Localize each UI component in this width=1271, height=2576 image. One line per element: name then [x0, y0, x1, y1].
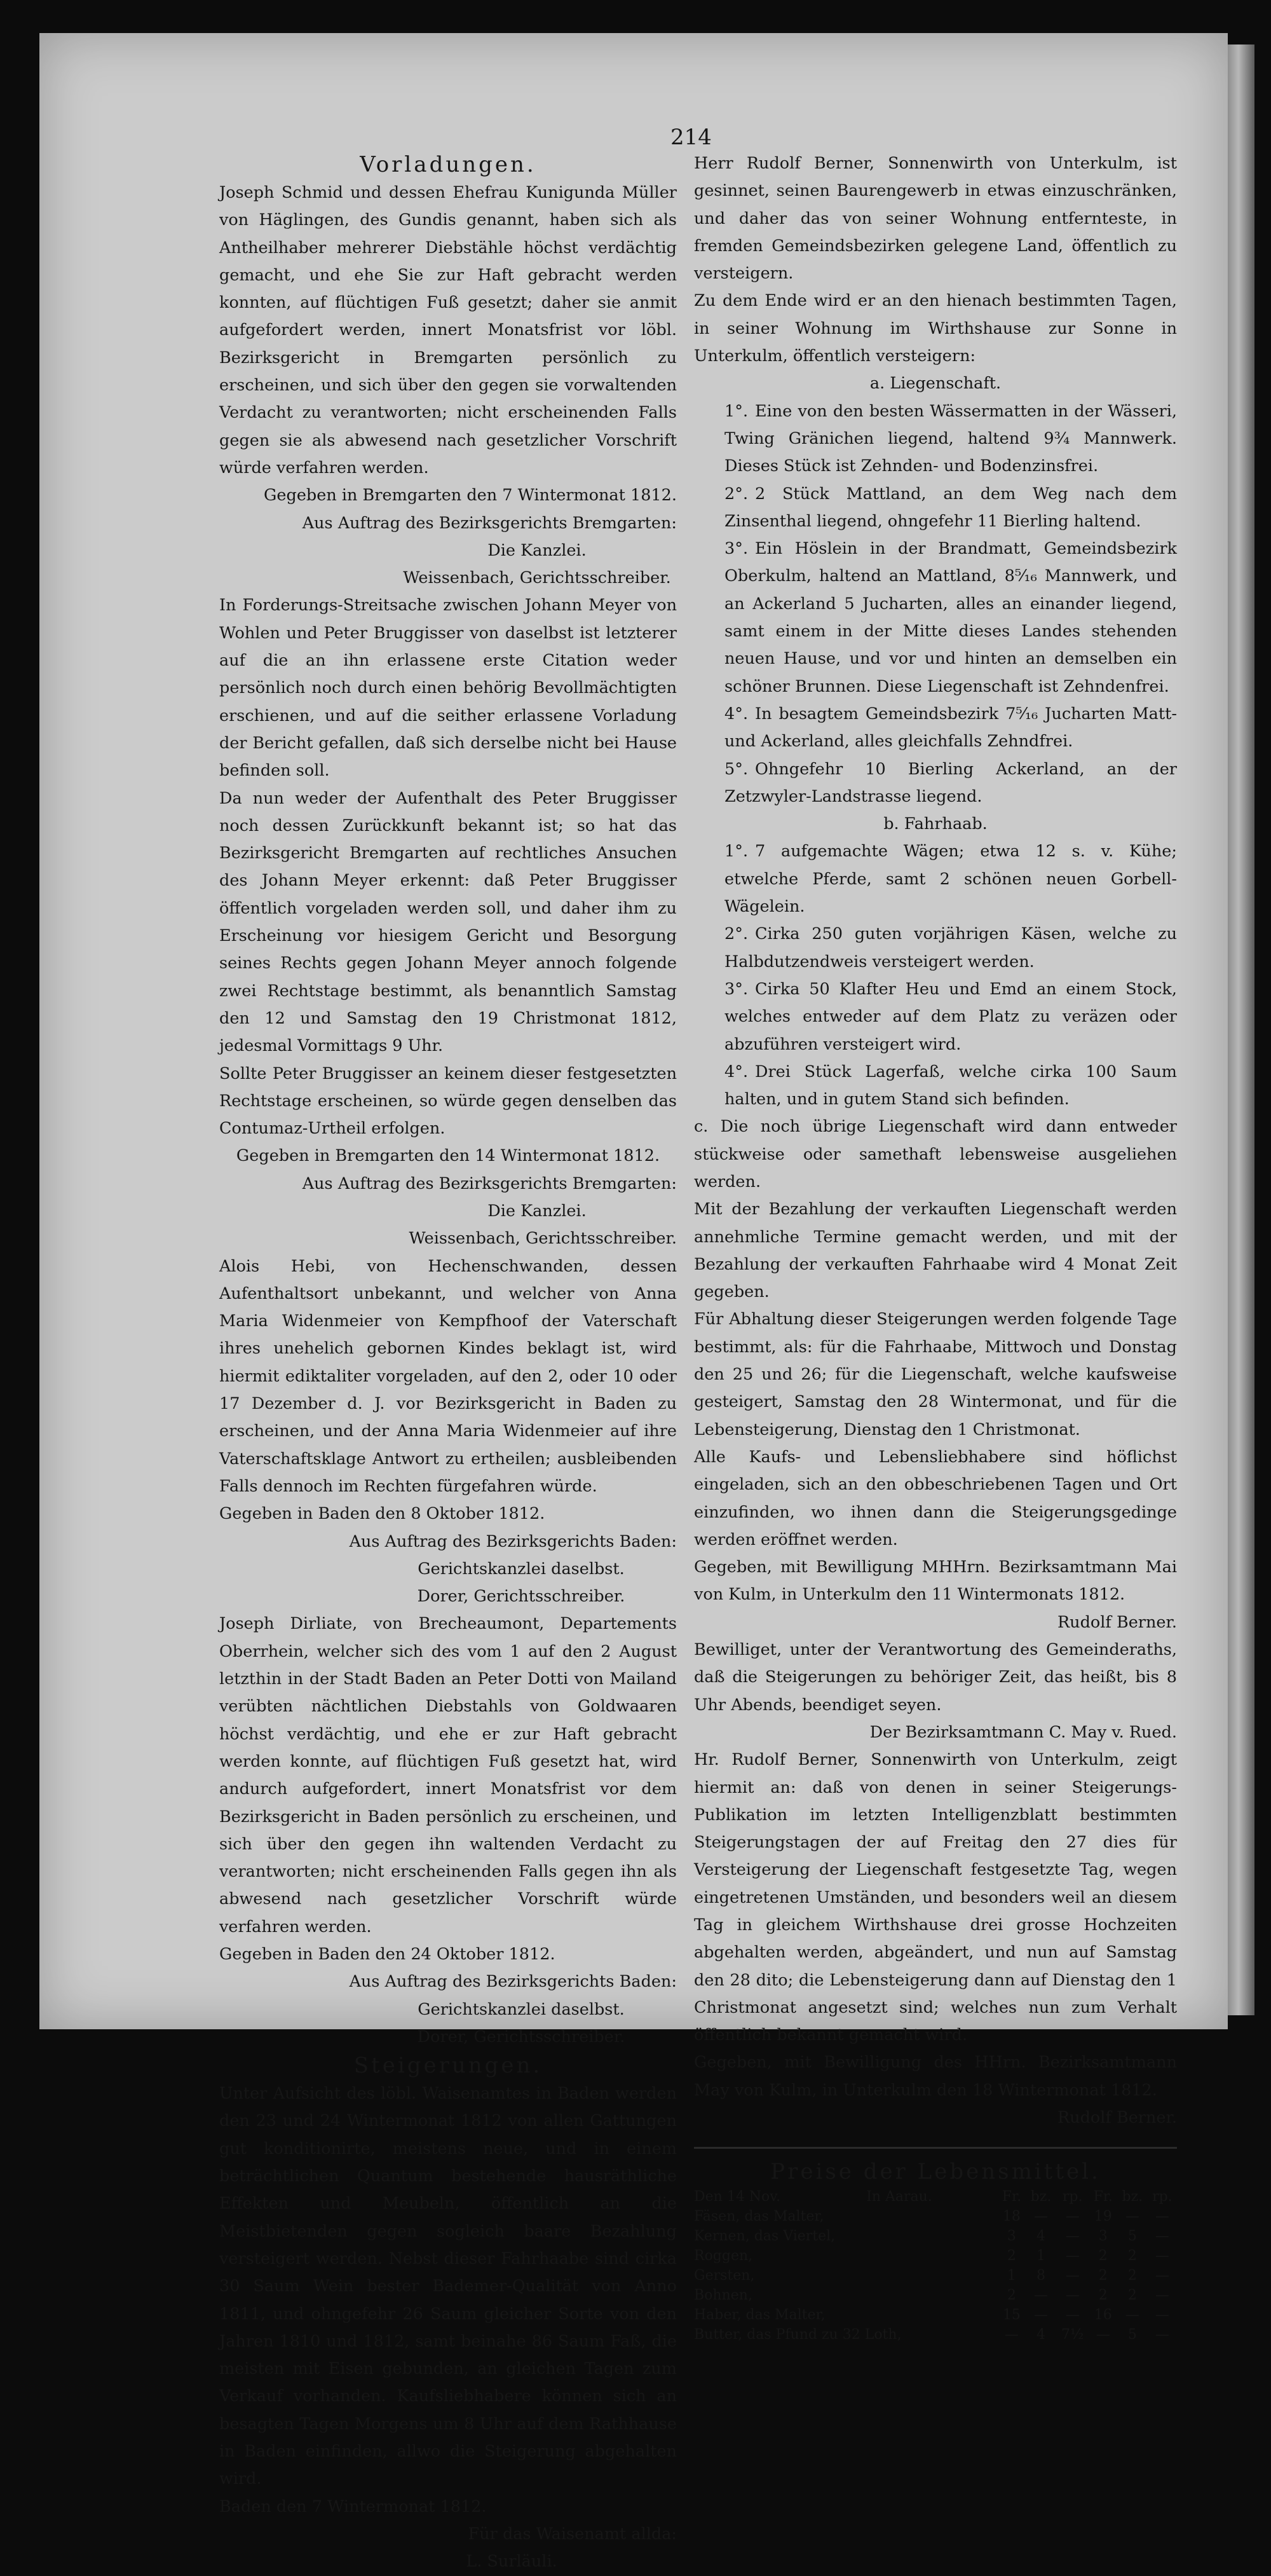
price-cell: — — [1033, 2307, 1048, 2324]
notice-date: Gegeben in Bremgarten den 7 Wintermonat 1812. — [264, 486, 677, 505]
table-row — [694, 2226, 1177, 2246]
price-cell: 16 — [1094, 2307, 1112, 2324]
notice-office: Die Kanzlei. — [487, 1201, 587, 1221]
price-cell: — — [1065, 2287, 1080, 2304]
page-number: 214 — [670, 125, 712, 150]
price-cell: 4 — [1036, 2228, 1045, 2245]
notice-authority: Aus Auftrag des Bezirksgerichts Baden: — [349, 1972, 677, 1992]
header-col: Fr. — [1093, 2189, 1113, 2205]
section-label-a: a. Liegenschaft. — [869, 374, 1002, 394]
price-cell: 3 — [1098, 2228, 1108, 2245]
price-cell: 2 — [1098, 2268, 1108, 2284]
list-item: 2°. Cirka 250 guten vorjährigen Käsen, welche zu Halbdutzendweis versteigert werden. — [724, 924, 1177, 971]
notice-schmid — [219, 179, 677, 592]
price-cell: 2 — [1127, 2248, 1137, 2264]
price-cell: — — [1155, 2228, 1169, 2245]
header-col: bz. — [1030, 2189, 1052, 2205]
price-cell: — — [1125, 2307, 1139, 2324]
approval-text: Bewilliget, unter der Verantwortung des Gemeinderaths, daß die Steigerungen zu behöriger Zeit, das heißt, bis 8 Uhr Abends, beendiget seyen. — [694, 1640, 1177, 1715]
right-column — [694, 150, 1177, 2345]
price-cell: — — [1155, 2268, 1169, 2284]
price-cell: 2 — [1127, 2268, 1137, 2284]
section-heading-vorladungen: Vorladungen. — [360, 152, 536, 177]
notice-signature: Weissenbach, Gerichtsschreiber. — [409, 1229, 677, 1249]
list-item: 2°. 2 Stück Mattland, an dem Weg nach dem Zinsenthal liegend, ohngefehr 11 Bierling haltend. — [724, 484, 1177, 531]
commodity-name: Roggen, — [694, 2248, 753, 2264]
notice-body: Alois Hebi, von Hechenschwanden, dessen Aufenthaltsort unbekannt, und welcher von Anna Maria Widenmeier von Kempfhoof der Vaterschaft ihres unehelich gebornen Kindes beklagt ist, wird hiermit ediktaliter vorgeladen, auf den 2, oder 10 oder 17 Dezember d. J. vor Bezirksgericht in Baden zu erscheinen, und der Anna Maria Widenmeier auf ihre Vaterschaftsklage Antwort zu ertheilen; ausbleibenden Falls dennoch im Rechten fürgefahren würde. — [219, 1256, 677, 1496]
notice-signature: Dorer, Gerichtsschreiber. — [417, 2027, 625, 2046]
list-item: 3°. Ein Höslein in der Brandmatt, Gemeindsbezirk Oberkulm, haltend an Mattland, 8⁵⁄₁₆ Mannwerk, und an Ackerland 5 Jucharten, alles an einander liegend, samt einem in der Mitte dieses Landes stehenden neuen Hause, und vor und hinten an demselben ein schöner Brunnen. Diese Liegenschaft ist Zehndenfrei. — [724, 539, 1177, 696]
notice-intro: Herr Rudolf Berner, Sonnenwirth von Unterkulm, ist gesinnet, seinen Baurengewerb in etwas einzuschränken, und daher das von seiner Wohnung entfernteste, in fremden Gemeindsbezirken gelegene Land, öffentlich zu versteigern. — [694, 154, 1177, 284]
notice-date: Baden den 7 Wintermonat 1812. — [219, 2497, 487, 2516]
header-place: In Aarau. — [866, 2189, 932, 2205]
table-row — [694, 2246, 1177, 2266]
price-cell: 2 — [1007, 2248, 1016, 2264]
approval-signature: Der Bezirksamtmann C. May v. Rued. — [869, 1722, 1177, 1742]
section-heading-steigerungen: Steigerungen. — [353, 2053, 543, 2079]
price-cell: 1 — [1036, 2248, 1045, 2264]
price-cell: — — [1096, 2327, 1110, 2343]
commodity-name: Fäsen, das Malter, — [694, 2209, 824, 2225]
notice-body: In Forderungs-Streitsache zwischen Johann Meyer von Wohlen und Peter Bruggisser von daselbst ist letzterer auf die an ihn erlassene erste Citation weder persönlich noch durch einen behörig Bevollmächtigten erschienen, und auf die seither erlassene Vorladung der Bericht gefallen, daß sich derselbe nicht bei Hause befinden soll. — [219, 596, 677, 781]
price-cell: — — [1155, 2248, 1169, 2264]
price-cell: 2 — [1098, 2248, 1108, 2264]
notice-date: Gegeben in Bremgarten den 14 Wintermonat 1812. — [236, 1146, 660, 1166]
price-cell: — — [1065, 2248, 1080, 2264]
price-cell: — — [1065, 2228, 1080, 2245]
price-cell: — — [1033, 2209, 1048, 2225]
notice-authority: Aus Auftrag des Bezirksgerichts Bremgarten: — [302, 513, 677, 533]
notice-signature: L. Surläuli. — [466, 2552, 557, 2572]
notice-hebi — [219, 1253, 677, 1611]
price-cell: 2 — [1098, 2287, 1108, 2304]
notice-body: Joseph Dirliate, von Brecheaumont, Departements Oberrhein, welcher sich des vom 1 auf den 2 August letzthin in der Stadt Baden an Peter Dotti von Mailand verübten nächtlichen Diebstahls von Goldwaaren höchst verdächtig, und ehe er zur Haft gebracht werden konnte, auf flüchtigen Fuß gesetzt hat, wird andurch aufgefordert, innert Monatsfrist vor dem Bezirksgericht in Baden persönlich zu erscheinen, und sich über den gegen ihn waltenden Verdacht zu verantworten; nicht erscheinenden Falls gegen ihn als abwesend nach gesetzlicher Vorschrift würde verfahren werden. — [219, 1614, 677, 1936]
price-cell: 3 — [1007, 2228, 1016, 2245]
notice-signature: Rudolf Berner. — [1057, 1612, 1177, 1632]
list-item: 4°. In besagtem Gemeindsbezirk 7⁵⁄₁₆ Jucharten Matt- und Ackerland, alles gleichfalls Zehndfrei. — [724, 704, 1177, 751]
price-cell: — — [1155, 2307, 1169, 2324]
payment-text: Mit der Bezahlung der verkauften Liegenschaft werden annehmliche Termine gemacht werden, und mit der Bezahlung der verkauften Fahrhaabe wird 4 Monat Zeit gegeben. — [694, 1200, 1177, 1302]
header-date: Den 14 Nov. — [694, 2189, 781, 2205]
price-cell: 8 — [1036, 2268, 1045, 2284]
notice-given: Gegeben, mit Bewilligung MHHrn. Bezirksamtmann Mai von Kulm, in Unterkulm den 11 Wintermonats 1812. — [694, 1558, 1177, 1605]
commodity-name: Butter, das Pfund zu 32 Loth, — [694, 2327, 902, 2343]
invite-text: Alle Kaufs- und Lebensliebhabere sind höflichst eingeladen, sich an den obbeschriebenen Tagen und Ort einzufinden, wo ihnen dann die Steigerungsgedinge werden eröffnet werden. — [694, 1447, 1177, 1549]
notice-office: Gerichtskanzlei daselbst. — [418, 1559, 625, 1579]
price-cell: 19 — [1094, 2209, 1112, 2225]
notice-signature: Rudolf Berner. — [1057, 2108, 1177, 2128]
notice-body: Sollte Peter Bruggisser an keinem dieser festgesetzten Rechtstage erscheinen, so würde gegen denselben das Contumaz-Urtheil erfolgen. — [219, 1064, 677, 1139]
price-cell: 15 — [1002, 2307, 1021, 2324]
price-cell: 5 — [1127, 2228, 1137, 2245]
price-list-title: Preise der Lebensmittel. — [770, 2159, 1101, 2185]
header-col: rp. — [1062, 2189, 1083, 2205]
list-item: 3°. Cirka 50 Klafter Heu und Emd an einem Stock, welches entweder auf dem Platz zu veräzen oder abzuführen versteigert wird. — [724, 979, 1177, 1054]
notice-date: Gegeben in Baden den 8 Oktober 1812. — [219, 1504, 545, 1524]
price-table-header — [694, 2187, 1177, 2207]
section-c-text: c. Die noch übrige Liegenschaft wird dann entweder stückweise oder samethaft lebensweise ausgeliehen werden. — [694, 1117, 1177, 1191]
notice-authority: Für das Waisenamt allda: — [468, 2524, 677, 2544]
price-cell: 2 — [1007, 2287, 1016, 2304]
notice-body: Da nun weder der Aufenthalt des Peter Bruggisser noch dessen Zurückkunft bekannt ist; so hat das Bezirksgericht Bremgarten auf rechtliches Ansuchen des Johann Meyer erkennt: daß Peter Bruggisser öffentlich vorgeladen werden soll, und daher ihm zu Erscheinung vor hiesigem Gericht und Besorgung seines Rechts gegen Johann Meyer annoch folgende zwei Rechtstage bestimmt, als benanntlich Samstag den 12 und Samstag den 19 Christmonat 1812, jedesmal Vormittags 9 Uhr. — [219, 788, 677, 1056]
table-row — [694, 2285, 1177, 2305]
price-cell: — — [1004, 2327, 1019, 2343]
price-list — [694, 2156, 1177, 2345]
commodity-name: Gersten, — [694, 2268, 755, 2284]
notice-authority: Aus Auftrag des Bezirksgerichts Bremgarten: — [302, 1174, 677, 1193]
price-cell: 5 — [1127, 2327, 1137, 2343]
notice-body: Joseph Schmid und dessen Ehefrau Kunigunda Müller von Häglingen, des Gundis genannt, haben sich als Antheilhaber mehrerer Diebstähle höchst verdächtig gemacht, und ehe Sie zur Haft gebracht werden konnten, auf flüchtigen Fuß gesetzt; daher sie anmit aufgefordert werden, innert Monatsfrist vor löbl. Bezirksgericht in Bremgarten persönlich zu erscheinen, und sich über den gegen sie vorwaltenden Verdacht zu verantworten; nicht erscheinenden Falls gegen sie als abwesend nach gesetzlicher Vorschrift würde verfahren werden. — [219, 183, 677, 477]
notice-waisenamt — [219, 2080, 677, 2575]
notice-body: Unter Aufsicht des löbl. Waisenamtes in Baden werden den 23 und 24 Wintermonat 1812 von allen Gattungen gut konditionirte, meistens neue, und in einem beträchtlichen Quantum bestehende hausräthliche Effekten und Meubeln, öffentlich an die Meistbietenden gegen sogleich baare Bezahlung versteigert werden. Nebst dieser Fahrhaabe sind cirka 30 Saum Wein bester Bademer-Qualität von Anno 1811, und ohngefehr 26 Saum gleicher Sorte von den Jahren 1810 und 1812, samt beinahe 86 Saum Faß, die meisten mit Eisen gebunden, an gleichen Tagen zum Verkauf vorhanden. Kaufsliebhabere können sich an besagten Tagen Morgens um 8 Uhr auf dem Rathhause in Baden einfinden, allwo die Steigerung abgehalten wird. — [219, 2084, 677, 2489]
header-col: bz. — [1122, 2189, 1143, 2205]
notice-berner-auction — [694, 150, 1177, 1746]
notice-berner-change — [694, 1746, 1177, 2132]
price-cell: — — [1155, 2287, 1169, 2304]
notice-office: Die Kanzlei. — [487, 540, 587, 560]
table-row — [694, 2207, 1177, 2226]
commodity-name: Bohnen, — [694, 2287, 752, 2304]
notice-signature: Weissenbach, Gerichtsschreiber. — [403, 568, 671, 588]
price-cell: — — [1033, 2287, 1048, 2304]
price-table — [694, 2187, 1177, 2345]
list-item: 4°. Drei Stück Lagerfaß, welche cirka 100 Saum halten, und in gutem Stand sich befinden. — [724, 1062, 1177, 1109]
price-cell: — — [1065, 2268, 1080, 2284]
list-item: 1°. Eine von den besten Wässermatten in der Wässeri, Twing Gränichen liegend, haltend 9¾ Mannwerk. Dieses Stück ist Zehnden- und Bodenzinsfrei. — [724, 401, 1177, 476]
notice-meyer-bruggisser — [219, 592, 677, 1252]
left-column — [219, 150, 677, 2576]
price-cell: 4 — [1036, 2327, 1045, 2343]
price-cell: 18 — [1002, 2209, 1021, 2225]
price-cell: 2 — [1127, 2287, 1137, 2304]
price-cell: — — [1065, 2307, 1080, 2324]
header-col: rp. — [1152, 2189, 1172, 2205]
price-cell: — — [1155, 2209, 1169, 2225]
notice-intro: Zu dem Ende wird er an den hienach bestimmten Tagen, in seiner Wohnung im Wirthshause zur Sonne in Unterkulm, öffentlich versteigern: — [694, 291, 1177, 366]
price-cell: — — [1125, 2209, 1139, 2225]
header-col: Fr. — [1002, 2189, 1022, 2205]
schedule-text: Für Abhaltung dieser Steigerungen werden folgende Tage bestimmt, als: für die Fahrhaabe, Mittwoch und Donstag den 25 und 26; für die Liegenschaft, welche kaufsweise gesteigert, Samstag den 28 Wintermonat, und für die Lebensteigerung, Dienstag den 1 Christmonat. — [694, 1310, 1177, 1439]
price-cell: — — [1155, 2327, 1169, 2343]
price-cell: 7½ — [1061, 2327, 1084, 2343]
price-cell: 1 — [1007, 2268, 1016, 2284]
table-row — [694, 2325, 1177, 2345]
list-item: 5°. Ohngefehr 10 Bierling Ackerland, an der Zetzwyler-Landstrasse liegend. — [724, 759, 1177, 806]
notice-date: Gegeben in Baden den 24 Oktober 1812. — [219, 1945, 555, 1964]
table-row — [694, 2266, 1177, 2285]
notice-signature: Dorer, Gerichtsschreiber. — [417, 1587, 625, 1607]
adjacent-page-edge — [1228, 45, 1254, 2015]
commodity-name: Kernen, das Viertel, — [694, 2228, 836, 2245]
notice-body: Hr. Rudolf Berner, Sonnenwirth von Unterkulm, zeigt hiermit an: daß von denen in seiner Steigerungs-Publikation im letzten Intelligenzblatt bestimmten Steigerungstagen der auf Freitag den 27 dies für Versteigerung der Liegenschaft festgesetzte Tag, wegen eingetretenen Umständen, und besonders weil an diesem Tag in gleichem Wirthshause drei grosse Hochzeiten abgehalten werden, abgeändert, und nun auf Samstag den 28 dito; die Lebensteigerung dann auf Dienstag den 1 Christmonat angesetzt sind; welches nun zum Verhalt öffentlich bekannt gemacht wird. — [694, 1750, 1177, 2045]
table-row — [694, 2305, 1177, 2325]
notice-authority: Aus Auftrag des Bezirksgerichts Baden: — [349, 1531, 677, 1551]
price-cell: — — [1065, 2209, 1080, 2225]
divider — [694, 2147, 1177, 2149]
list-item: 1°. 7 aufgemachte Wägen; etwa 12 s. v. Kühe; etwelche Pferde, samt 2 schönen neuen Gorbell-Wägelein. — [724, 842, 1177, 917]
notice-office: Gerichtskanzlei daselbst. — [418, 1999, 625, 2019]
section-label-b: b. Fahrhaab. — [883, 814, 988, 834]
commodity-name: Haber, das Malter, — [694, 2307, 826, 2324]
notice-dirliate — [219, 1610, 677, 2051]
notice-given: Gegeben, mit Bewilligung des HHrn. Bezirksamtmann May von Kulm, in Unterkulm den 18 Wintermonat 1812. — [694, 2053, 1177, 2100]
